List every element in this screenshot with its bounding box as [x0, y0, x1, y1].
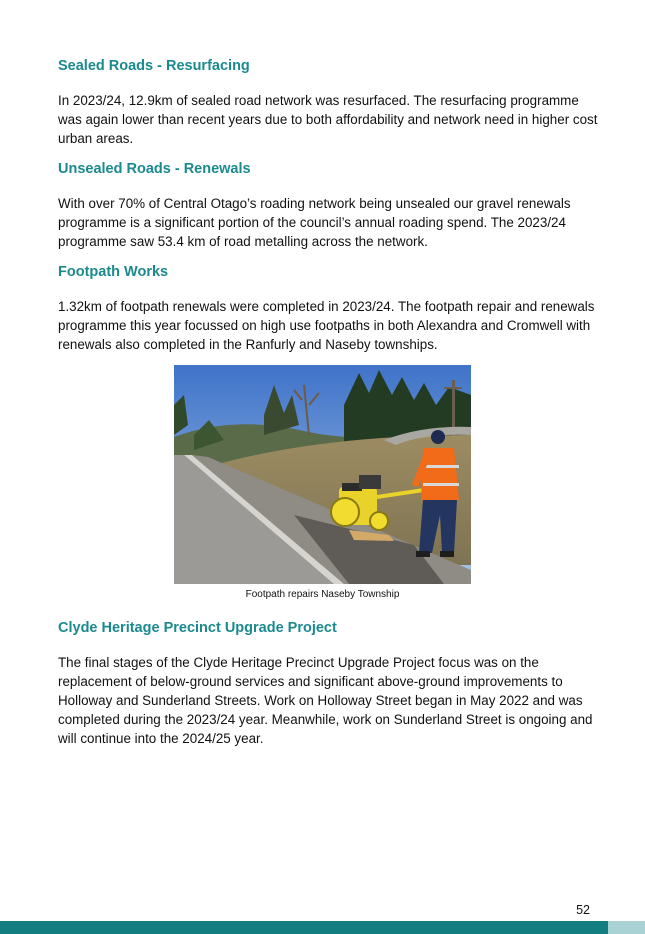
section-heading-unsealed-roads: Unsealed Roads - Renewals: [58, 161, 251, 177]
section-heading-footpath-works: Footpath Works: [58, 264, 169, 280]
page-number: 52: [576, 903, 590, 917]
section-text-sealed-roads: In 2023/24, 12.9km of sealed road network was resurfaced. The resurfacing programme was again lower than recent years due to both affordability and network need in higher cost urban areas.: [58, 93, 598, 146]
section-text-clyde-heritage: The final stages of the Clyde Heritage Precinct Upgrade Project focus was on the replacement of below-ground services and significant above-ground improvements to Holloway and Sunderland Streets. Work on Holloway Street began in May 2022 and was completed during the 2023/24 year. Meanwhile, work on Sunderland Street is ongoing and will continue into the 2024/25 year.: [58, 655, 593, 746]
section-heading-clyde-heritage: Clyde Heritage Precinct Upgrade Project: [58, 620, 337, 636]
figure-caption: Footpath repairs Naseby Township: [245, 589, 400, 600]
section-text-footpath-works: 1.32km of footpath renewals were completed in 2023/24. The footpath repair and renewals programme this year focussed on high use footpaths in both Alexandra and Cromwell with renewals also completed in the Ranfurly and Naseby townships.: [58, 299, 595, 352]
footpath-repair-photo: [174, 365, 471, 584]
footer-bar: [0, 921, 608, 934]
section-text-unsealed-roads: With over 70% of Central Otago’s roading network being unsealed our gravel renewals programme is a significant portion of the council’s annual roading spend. The 2023/24 programme saw 53.4 km of road metalling across the network.: [58, 196, 571, 249]
section-heading-sealed-roads: Sealed Roads - Resurfacing: [58, 58, 250, 74]
footer-accent: [608, 921, 645, 934]
